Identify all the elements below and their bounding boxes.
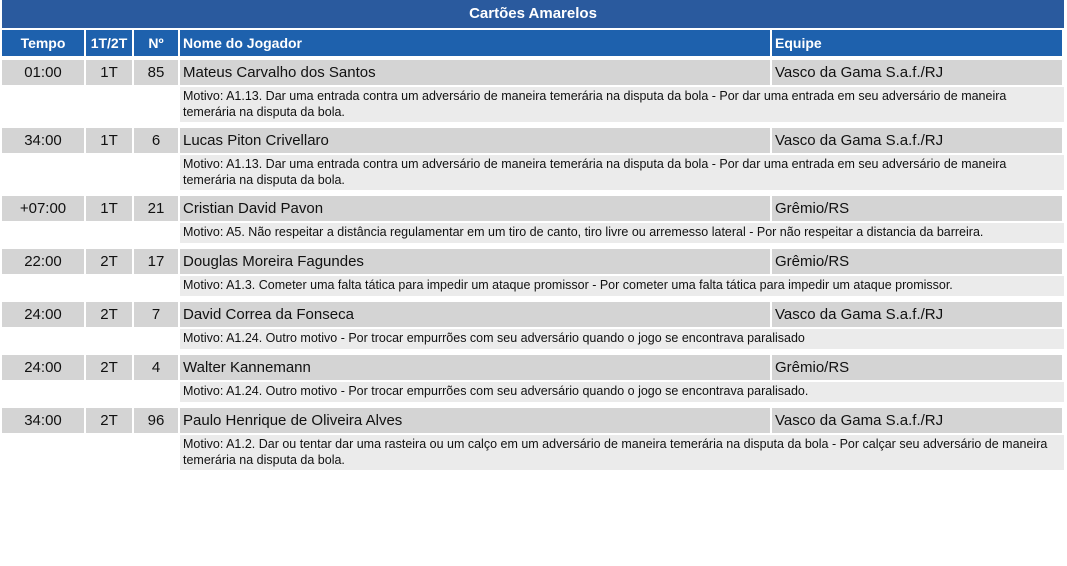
card-records: [2, 60, 1064, 470]
motivo-spacer: [2, 87, 180, 122]
cell-player: Paulo Henrique de Oliveira Alves: [180, 408, 770, 433]
cell-motivo: Motivo: A1.13. Dar uma entrada contra um adversário de maneira temerária na disputa da bola - Por dar uma entrada em seu adversário de maneira temerária na disputa da bola.: [180, 155, 1064, 190]
table-row: [2, 196, 1064, 221]
motivo-spacer: [2, 223, 180, 243]
cell-half: 2T: [86, 408, 132, 433]
cell-motivo: Motivo: A1.24. Outro motivo - Por trocar empurrões com seu adversário quando o jogo se encontrava paralisado: [180, 329, 1064, 349]
cell-half: 2T: [86, 302, 132, 327]
motivo-spacer: [2, 435, 180, 470]
card-record: [2, 60, 1064, 122]
cell-number: 85: [134, 60, 178, 85]
motivo-row: [2, 276, 1064, 296]
cell-half: 1T: [86, 128, 132, 153]
cell-team: Vasco da Gama S.a.f./RJ: [772, 302, 1062, 327]
cell-tempo: 01:00: [2, 60, 84, 85]
cell-motivo: Motivo: A1.2. Dar ou tentar dar uma rasteira ou um calço em um adversário de maneira temerária na disputa da bola - Por calçar seu adversário de maneira temerária na disputa da bola.: [180, 435, 1064, 470]
cell-number: 96: [134, 408, 178, 433]
motivo-spacer: [2, 276, 180, 296]
cell-tempo: 24:00: [2, 302, 84, 327]
cell-team: Grêmio/RS: [772, 355, 1062, 380]
table-row: [2, 355, 1064, 380]
cell-number: 6: [134, 128, 178, 153]
cell-player: Cristian David Pavon: [180, 196, 770, 221]
cell-player: Lucas Piton Crivellaro: [180, 128, 770, 153]
cell-tempo: 34:00: [2, 128, 84, 153]
table-row: [2, 249, 1064, 274]
motivo-spacer: [2, 382, 180, 402]
motivo-row: [2, 329, 1064, 349]
cell-number: 7: [134, 302, 178, 327]
cell-team: Vasco da Gama S.a.f./RJ: [772, 408, 1062, 433]
cell-team: Grêmio/RS: [772, 249, 1062, 274]
yellow-cards-table: [2, 0, 1064, 470]
cell-tempo: 22:00: [2, 249, 84, 274]
cell-number: 17: [134, 249, 178, 274]
motivo-row: [2, 435, 1064, 470]
motivo-row: [2, 382, 1064, 402]
cell-half: 1T: [86, 196, 132, 221]
cell-player: Walter Kannemann: [180, 355, 770, 380]
cell-half: 1T: [86, 60, 132, 85]
card-record: [2, 408, 1064, 470]
header-number: Nº: [134, 30, 178, 56]
cell-tempo: 24:00: [2, 355, 84, 380]
motivo-spacer: [2, 329, 180, 349]
cell-motivo: Motivo: A1.13. Dar uma entrada contra um adversário de maneira temerária na disputa da bola - Por dar uma entrada em seu adversário de maneira temerária na disputa da bola.: [180, 87, 1064, 122]
table-row: [2, 408, 1064, 433]
cell-player: Douglas Moreira Fagundes: [180, 249, 770, 274]
card-record: [2, 355, 1064, 402]
table-title: Cartões Amarelos: [2, 0, 1064, 28]
cell-number: 21: [134, 196, 178, 221]
cell-motivo: Motivo: A5. Não respeitar a distância regulamentar em um tiro de canto, tiro livre ou arremesso lateral - Por não respeitar a distancia da barreira.: [180, 223, 1064, 243]
header-half: 1T/2T: [86, 30, 132, 56]
table-row: [2, 128, 1064, 153]
header-tempo: Tempo: [2, 30, 84, 56]
motivo-row: [2, 223, 1064, 243]
cell-half: 2T: [86, 355, 132, 380]
motivo-spacer: [2, 155, 180, 190]
card-record: [2, 128, 1064, 190]
header-team: Equipe: [772, 30, 1062, 56]
header-row: [2, 30, 1064, 56]
card-record: [2, 302, 1064, 349]
cell-half: 2T: [86, 249, 132, 274]
card-record: [2, 249, 1064, 296]
cell-team: Vasco da Gama S.a.f./RJ: [772, 60, 1062, 85]
motivo-row: [2, 155, 1064, 190]
cell-motivo: Motivo: A1.24. Outro motivo - Por trocar empurrões com seu adversário quando o jogo se encontrava paralisado.: [180, 382, 1064, 402]
cell-number: 4: [134, 355, 178, 380]
cell-tempo: +07:00: [2, 196, 84, 221]
motivo-row: [2, 87, 1064, 122]
cell-tempo: 34:00: [2, 408, 84, 433]
table-row: [2, 60, 1064, 85]
cell-motivo: Motivo: A1.3. Cometer uma falta tática para impedir um ataque promissor - Por cometer uma falta tática para impedir um ataque promissor.: [180, 276, 1064, 296]
cell-team: Grêmio/RS: [772, 196, 1062, 221]
cell-player: David Correa da Fonseca: [180, 302, 770, 327]
cell-player: Mateus Carvalho dos Santos: [180, 60, 770, 85]
table-row: [2, 302, 1064, 327]
card-record: [2, 196, 1064, 243]
header-player: Nome do Jogador: [180, 30, 770, 56]
cell-team: Vasco da Gama S.a.f./RJ: [772, 128, 1062, 153]
